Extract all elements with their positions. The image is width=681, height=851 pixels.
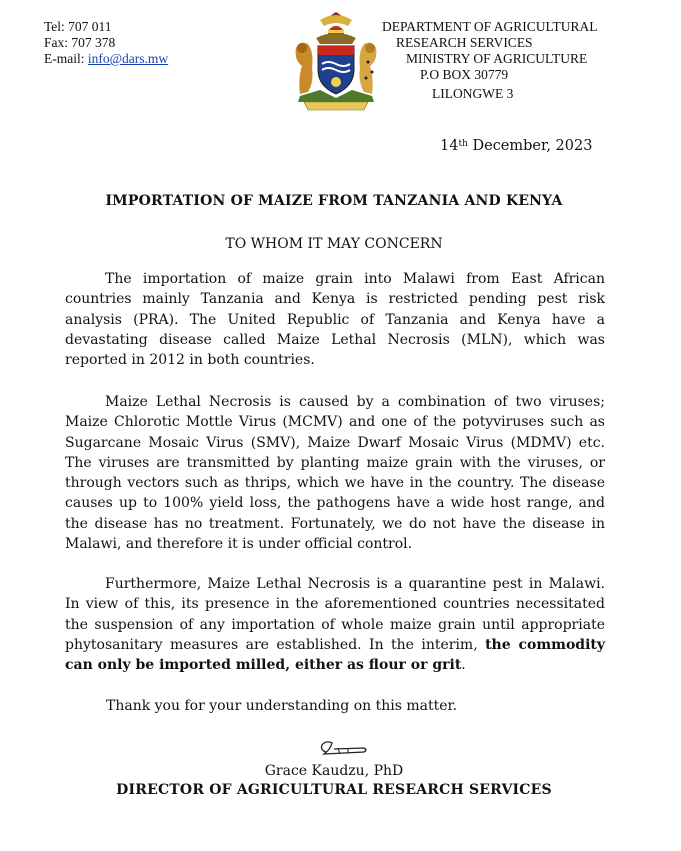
department-line-1: DEPARTMENT OF AGRICULTURAL	[382, 19, 598, 34]
date-rest: December, 2023	[467, 138, 593, 154]
department-line-4: P.O BOX 30779	[420, 67, 509, 82]
department-line-3: MINISTRY OF AGRICULTURE	[406, 51, 588, 66]
paragraph-3-emphasis: the commodity can only be imported milled, either as flour or grit	[65, 636, 605, 674]
email-link[interactable]: info@dars.mw	[87, 51, 169, 66]
department-line-5: LILONGWE 3	[432, 86, 514, 101]
department-address	[370, 19, 597, 102]
email-line	[44, 51, 168, 67]
salutation: TO WHOM IT MAY CONCERN	[225, 236, 443, 252]
paragraph-1: The importation of maize grain into Malawi from East African countries mainly Tanzania and Kenya is restricted pending pest risk analysis (PRA). The United Republic of Tanzania and Kenya have a devastating disease called Maize Lethal Necrosis (MLN), which was reported in 2012 in both countries.	[65, 271, 605, 369]
signatory-title: DIRECTOR OF AGRICULTURAL RESEARCH SERVICES	[116, 782, 552, 798]
fax: Fax: 707 378	[44, 35, 116, 50]
handwritten-signature	[318, 738, 370, 760]
signatory-name: Grace Kaudzu, PhD	[264, 763, 404, 779]
paragraph-3-end: .	[461, 657, 466, 674]
telephone: Tel: 707 011	[44, 19, 112, 34]
paragraph-2: Maize Lethal Necrosis is caused by a combination of two viruses; Maize Chlorotic Mottle Virus (MCMV) and one of the potyviruses such as Sugarcane Mosaic Virus (SMV), Maize Dwarf Mosaic Virus (MDMV) etc. The viruses are transmitted by planting maize grain with the viruses, or through vectors such as thrips, which we have in the country. The disease causes up to 100% yield loss, the pathogens have a wide host range, and the disease has no treatment. Fortunately, we do not have the disease in Malawi, and therefore it is under official control.	[65, 394, 605, 553]
paragraph-3-text: Furthermore, Maize Lethal Necrosis is a quarantine pest in Malawi. In view of this, its presence in the aforementioned countries necessitated the suspension of any importation of whole maize grain until appropriate phytosanitary measures are established. In the interim,	[65, 576, 605, 653]
paragraph-3	[65, 574, 605, 675]
coat-of-arms-emblem	[290, 12, 382, 112]
date-day: 14	[440, 138, 459, 154]
contact-block	[44, 19, 168, 67]
email-label: E-mail:	[44, 51, 88, 66]
letter-title: IMPORTATION OF MAIZE FROM TANZANIA AND KENYA	[105, 193, 563, 209]
letter-date	[440, 138, 592, 154]
department-line-2: RESEARCH SERVICES	[396, 35, 533, 50]
date-suffix: th	[458, 139, 468, 149]
thanks-line: Thank you for your understanding on this matter.	[106, 698, 458, 714]
